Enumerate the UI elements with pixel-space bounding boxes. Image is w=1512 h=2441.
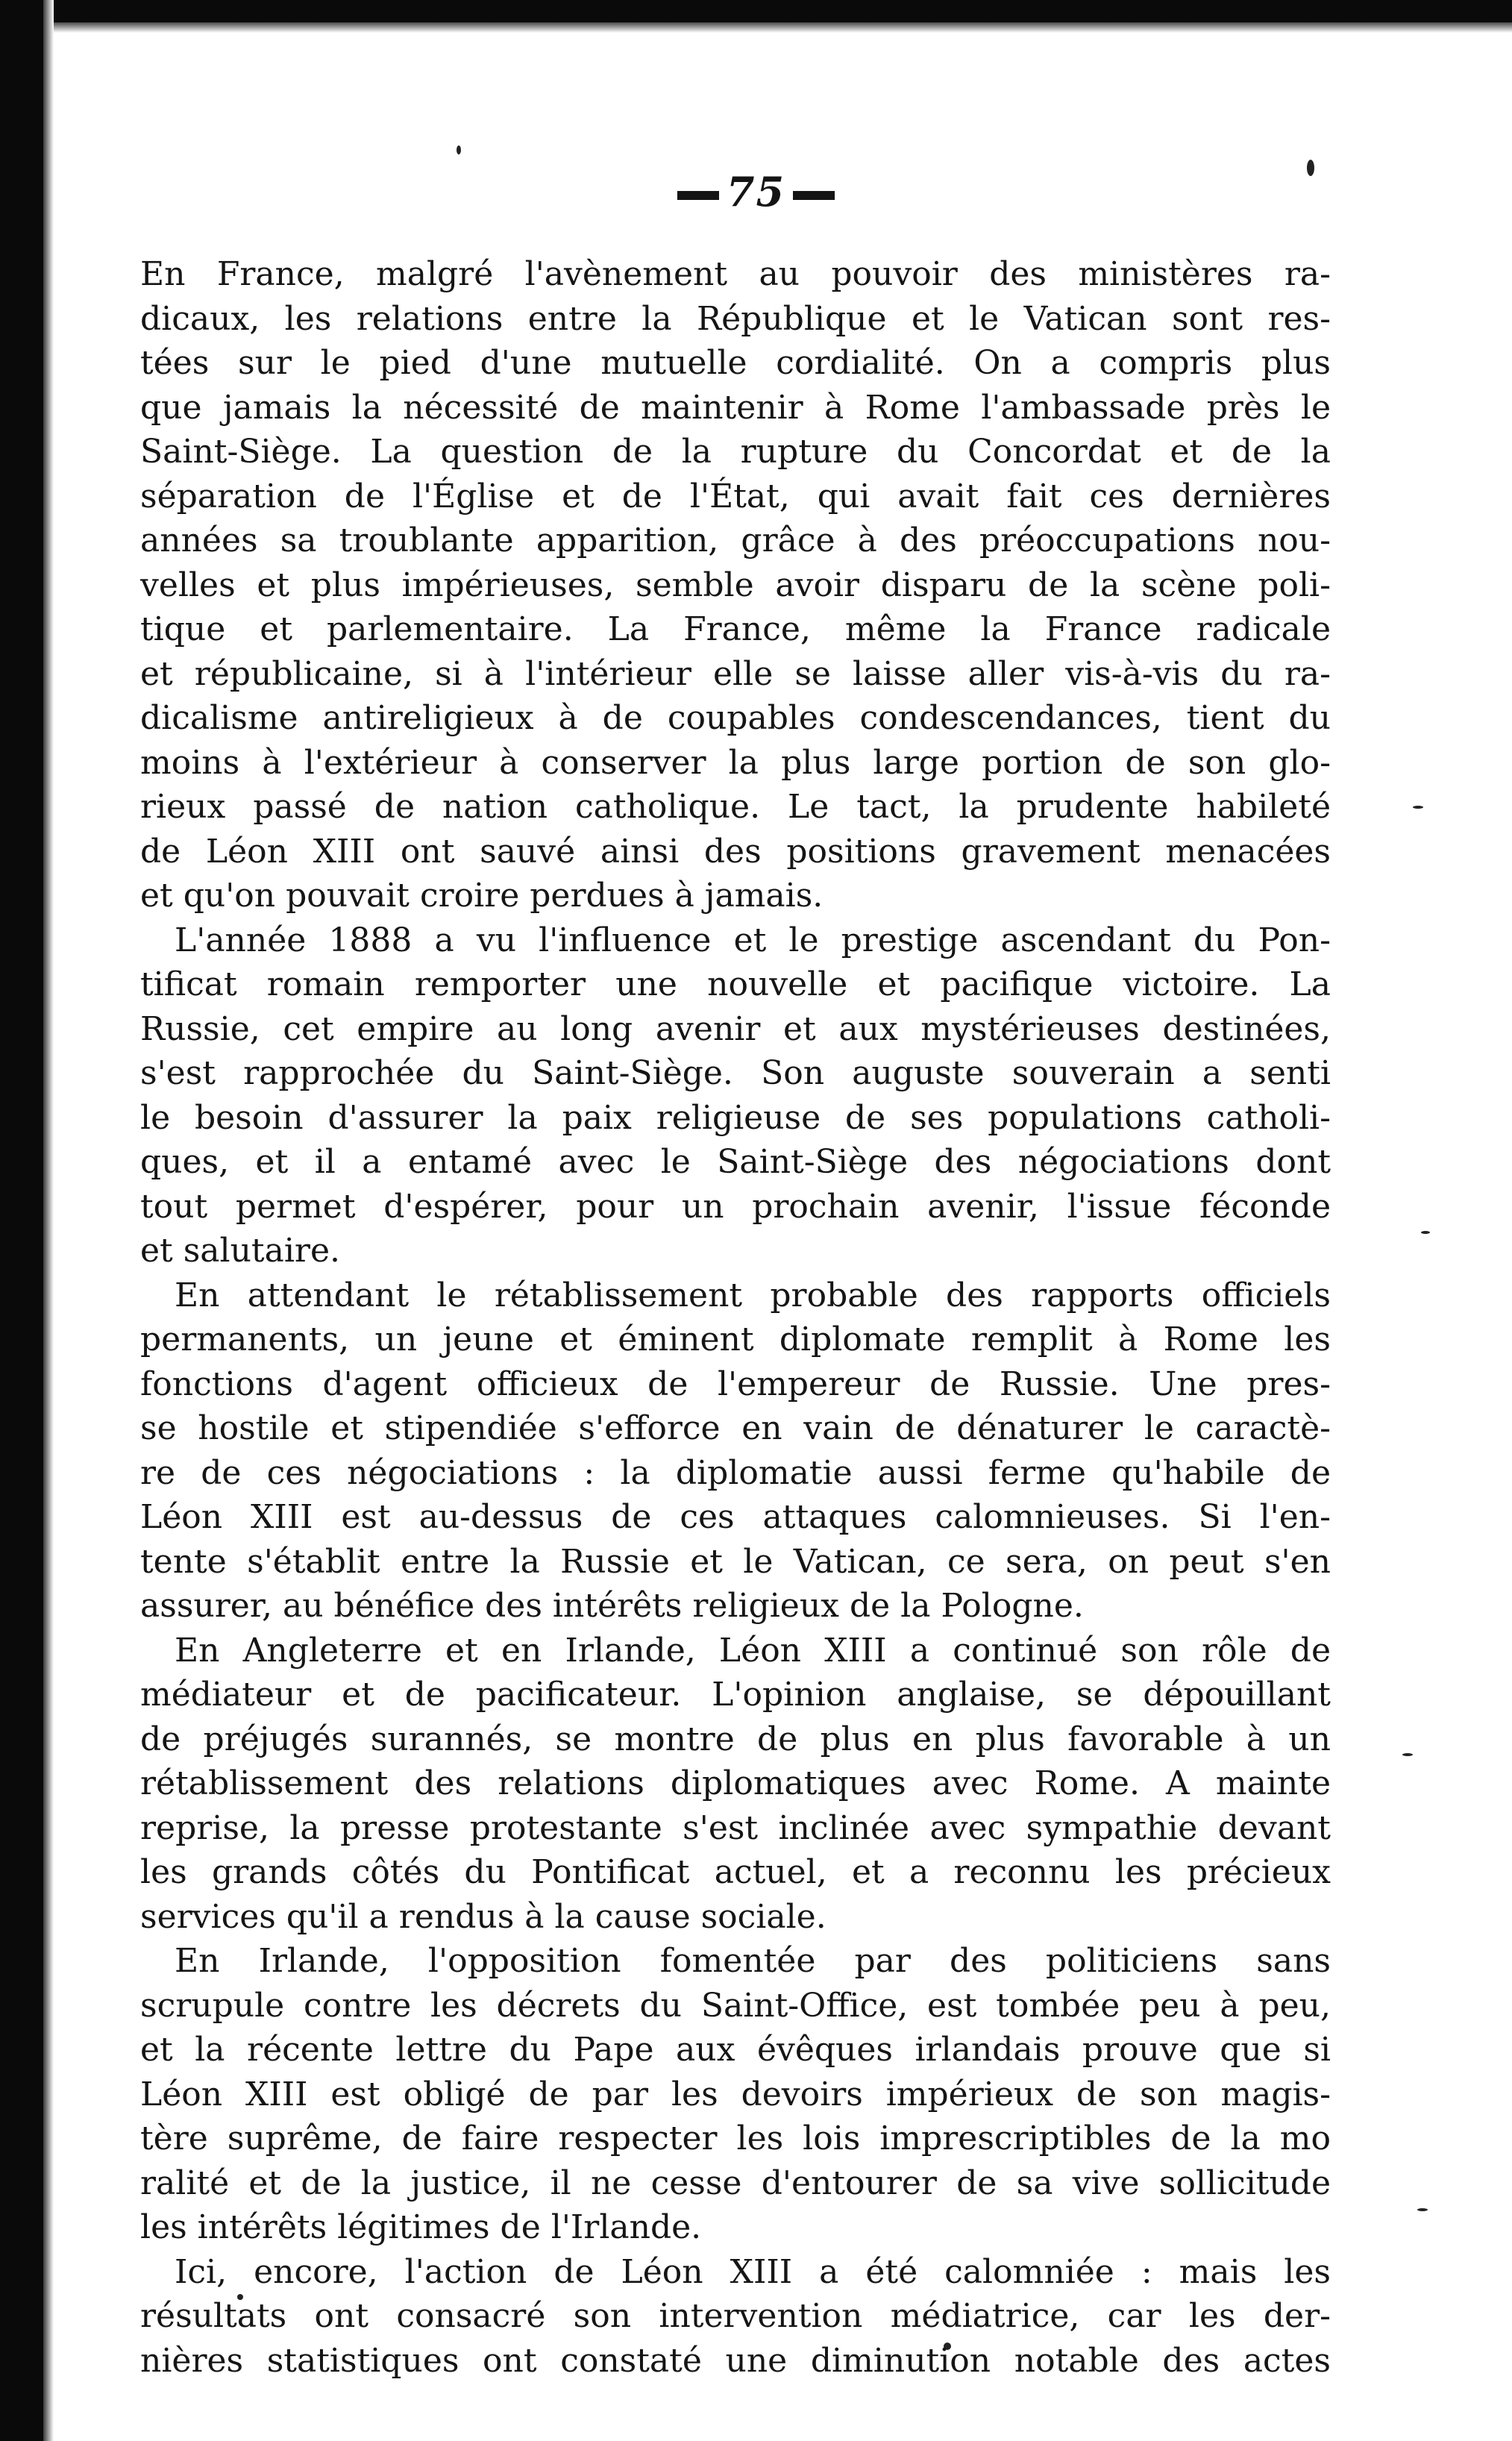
- page-number-dash-right: [793, 191, 835, 200]
- scan-border-left: [0, 0, 43, 2441]
- text-line: résultats ont consacré son intervention médiatrice, car les der-: [140, 2297, 1331, 2335]
- scan-border-top-shadow: [0, 22, 1512, 33]
- text-line: velles et plus impérieuses, semble avoir disparu de la scène poli-: [140, 565, 1331, 604]
- scan-border-top: [0, 0, 1512, 22]
- text-line: et qu'on pouvait croire perdues à jamais.: [140, 877, 824, 915]
- text-line: séparation de l'Église et de l'État, qui avait fait ces dernières: [140, 477, 1331, 516]
- text-line: re de ces négociations : la diplomatie aussi ferme qu'habile de: [140, 1453, 1331, 1492]
- scan-speck: [1402, 1753, 1413, 1756]
- paragraph-england: [140, 1629, 1331, 1940]
- text-line: Léon XIII est au-dessus de ces attaques calomnieuses. Si l'en-: [140, 1498, 1331, 1536]
- scan-speck: [1413, 806, 1423, 809]
- page-number-dash-left: [677, 191, 719, 200]
- text-line: tificat romain remporter une nouvelle et pacifique victoire. La: [140, 965, 1331, 1003]
- text-line: les grands côtés du Pontificat actuel, et a reconnu les précieux: [140, 1853, 1331, 1891]
- text-line: En Angleterre et en Irlande, Léon XIII a continué son rôle de: [175, 1631, 1331, 1670]
- paragraph-diplomat: [140, 1273, 1331, 1629]
- text-line: assurer, au bénéfice des intérêts religieux de la Pologne.: [140, 1587, 1084, 1625]
- scan-speck: [1421, 1231, 1430, 1234]
- text-line: tère suprême, de faire respecter les lois imprescriptibles de la mo: [140, 2119, 1331, 2158]
- text-line: le besoin d'assurer la paix religieuse de ses populations catholi-: [140, 1098, 1331, 1137]
- text-line: services qu'il a rendus à la cause sociale.: [140, 1897, 826, 1936]
- page-number-value: 75: [726, 168, 786, 216]
- text-line: En France, malgré l'avènement au pouvoir des ministères ra-: [140, 255, 1331, 293]
- paragraph-russia: [140, 918, 1331, 1273]
- text-line: L'année 1888 a vu l'influence et le prestige ascendant du Pon-: [175, 921, 1331, 959]
- text-line: et salutaire.: [140, 1232, 340, 1270]
- text-line: dicaux, les relations entre la République et le Vatican sont res-: [140, 299, 1331, 338]
- text-line: reprise, la presse protestante s'est inclinée avec sympathie devant: [140, 1808, 1331, 1847]
- text-line: rétablissement des relations diplomatiques avec Rome. A mainte: [140, 1764, 1331, 1802]
- text-line: les intérêts légitimes de l'Irlande.: [140, 2208, 702, 2246]
- text-line: permanents, un jeune et éminent diplomate remplit à Rome les: [140, 1320, 1331, 1359]
- paragraph-france: [140, 252, 1331, 918]
- text-line: En Irlande, l'opposition fomentée par des politiciens sans: [175, 1942, 1331, 1980]
- text-line: Saint-Siège. La question de la rupture du Concordat et de la: [140, 433, 1331, 471]
- scan-speck: [457, 145, 461, 154]
- page-number: [0, 168, 1512, 216]
- text-line: ralité et de la justice, il ne cesse d'entourer de sa vive sollicitude: [140, 2163, 1331, 2202]
- text-line: de préjugés surannés, se montre de plus en plus favorable à un: [140, 1720, 1331, 1758]
- text-line: En attendant le rétablissement probable des rapports officiels: [175, 1276, 1331, 1314]
- text-line: Ici, encore, l'action de Léon XIII a été calomniée : mais les: [175, 2252, 1331, 2291]
- text-line: Russie, cet empire au long avenir et aux mystérieuses destinées,: [140, 1009, 1331, 1048]
- text-line: scrupule contre les décrets du Saint-Office, est tombée peu à peu,: [140, 1986, 1331, 2025]
- text-line: que jamais la nécessité de maintenir à Rome l'ambassade près le: [140, 388, 1331, 427]
- text-line: et républicaine, si à l'intérieur elle se laisse aller vis-à-vis du ra-: [140, 654, 1331, 693]
- paragraph-ireland: [140, 1939, 1331, 2250]
- text-line: années sa troublante apparition, grâce à des préoccupations nou-: [140, 521, 1331, 560]
- text-line: fonctions d'agent officieux de l'empereur de Russie. Une pres-: [140, 1364, 1331, 1403]
- text-line: nières statistiques ont constaté une diminution notable des actes: [140, 2341, 1331, 2380]
- text-line: rieux passé de nation catholique. Le tact, la prudente habileté: [140, 788, 1331, 826]
- text-line: de Léon XIII ont sauvé ainsi des positions gravement menacées: [140, 832, 1331, 871]
- text-line: tente s'établit entre la Russie et le Vatican, ce sera, on peut s'en: [140, 1542, 1331, 1581]
- text-line: dicalisme antireligieux à de coupables condescendances, tient du: [140, 699, 1331, 737]
- text-line: s'est rapprochée du Saint-Siège. Son auguste souverain a senti: [140, 1054, 1331, 1092]
- text-line: Léon XIII est obligé de par les devoirs impérieux de son magis-: [140, 2075, 1331, 2113]
- text-line: ques, et il a entamé avec le Saint-Siège des négociations dont: [140, 1143, 1331, 1181]
- text-line: et la récente lettre du Pape aux évêques irlandais prouve que si: [140, 2031, 1331, 2069]
- text-line: médiateur et de pacificateur. L'opinion anglaise, se dépouillant: [140, 1676, 1331, 1714]
- text-line: se hostile et stipendiée s'efforce en vain de dénaturer le caractè-: [140, 1409, 1331, 1447]
- scan-border-left-shadow: [43, 0, 54, 2441]
- text-line: tique et parlementaire. La France, même la France radicale: [140, 610, 1331, 648]
- text-line: moins à l'extérieur à conserver la plus large portion de son glo-: [140, 743, 1331, 782]
- scan-speck: [1417, 2208, 1428, 2211]
- paragraph-here-again: [140, 2250, 1331, 2384]
- text-line: tout permet d'espérer, pour un prochain avenir, l'issue féconde: [140, 1187, 1331, 1226]
- text-line: tées sur le pied d'une mutuelle cordialité. On a compris plus: [140, 344, 1331, 382]
- page-body: [140, 252, 1331, 2383]
